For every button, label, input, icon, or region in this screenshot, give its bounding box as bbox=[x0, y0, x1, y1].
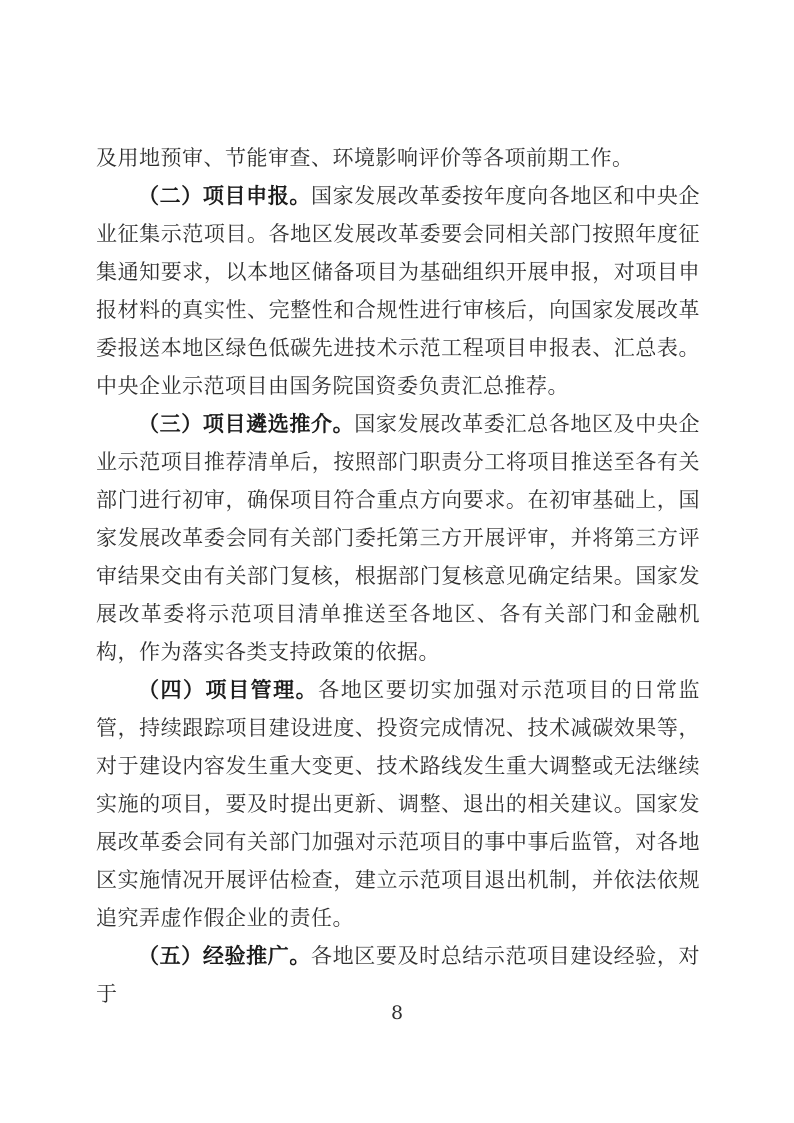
paragraph-heading: （五）经验推广。 bbox=[138, 943, 311, 968]
paragraph-heading: （四）项目管理。 bbox=[138, 677, 319, 702]
paragraph-text: 国家发展改革委按年度向各地区和中央企业征集示范项目。各地区发展改革委要会同相关部门按照年度征集通知要求，以本地区储备项目为基础组织开展申报，对项目申报材料的真实性、完整性和合规性进行审核后，向国家发展改革委报送本地区绿色低碳先进技术示范工程项目申报表、汇总表。中央企业示范项目由国务院国资委负责汇总推荐。 bbox=[96, 184, 701, 398]
paragraph-text: 各地区要及时总结示范项目建设经验，对于 bbox=[96, 944, 701, 1006]
paragraph bbox=[96, 405, 700, 671]
paragraph-text: 及用地预审、节能审查、环境影响评价等各项前期工作。 bbox=[96, 146, 634, 170]
paragraph-heading: （二）项目申报。 bbox=[138, 183, 311, 208]
paragraph-text: 各地区要切实加强对示范项目的日常监管，持续跟踪项目建设进度、投资完成情况、技术减碳效果等，对于建设内容发生重大变更、技术路线发生重大调整或无法继续实施的项目，要及时提出更新、调整、退出的相关建议。国家发展改革委会同有关部门加强对示范项目的事中事后监管，对各地区实施情况开展评估检查，建立示范项目退出机制，并依法依规追究弄虚作假企业的责任。 bbox=[96, 678, 701, 930]
paragraph bbox=[96, 177, 700, 405]
paragraph bbox=[96, 671, 700, 937]
page-number: 8 bbox=[390, 1002, 404, 1024]
paragraph-heading: （三）项目遴选推介。 bbox=[138, 411, 355, 436]
document-body bbox=[96, 139, 700, 1013]
paragraph-text: 国家发展改革委汇总各地区及中央企业示范项目推荐清单后，按照部门职责分工将项目推送至各有关部门进行初审，确保项目符合重点方向要求。在初审基础上，国家发展改革委会同有关部门委托第三方开展评审，并将第三方评审结果交由有关部门复核，根据部门复核意见确定结果。国家发展改革委将示范项目清单推送至各地区、各有关部门和金融机构，作为落实各类支持政策的依据。 bbox=[96, 412, 701, 664]
paragraph bbox=[96, 139, 700, 177]
